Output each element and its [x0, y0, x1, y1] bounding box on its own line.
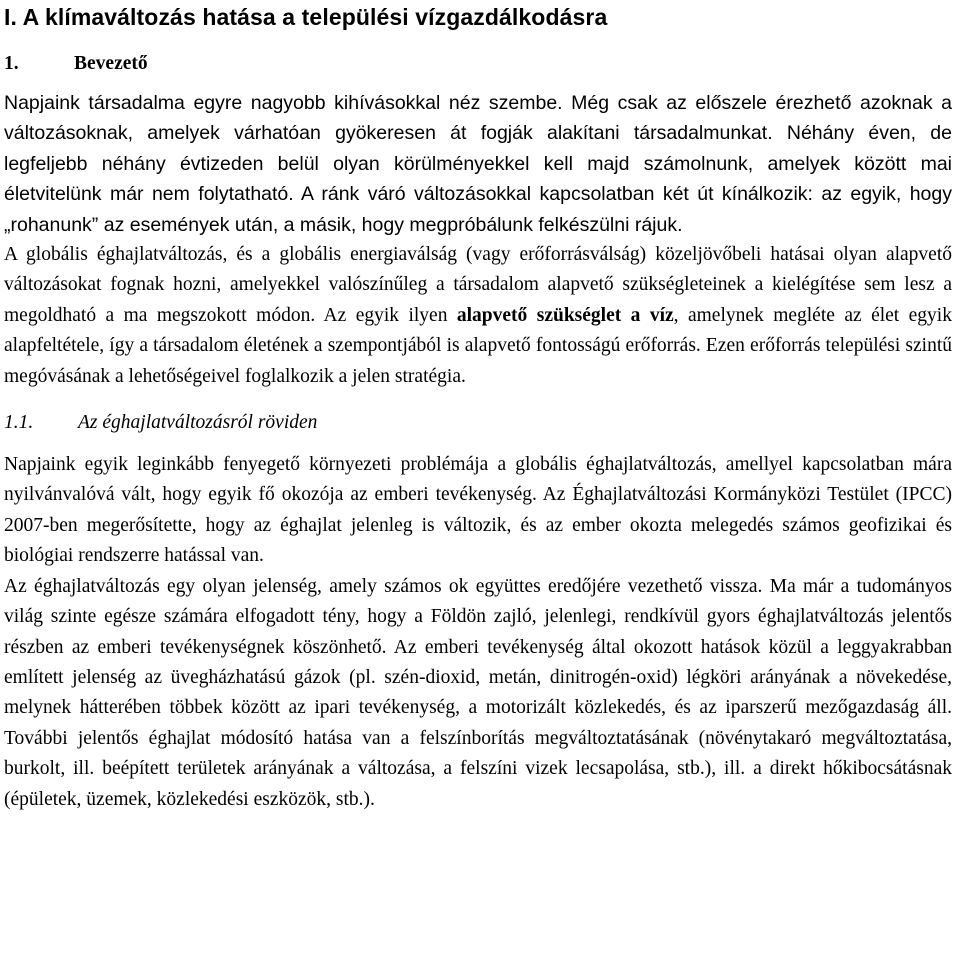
- intro-paragraph-2-start: A globális éghajlatváltozás, és a globális energiaválság (vagy erőforrásválság) közeljövőbeli hatásai olyan alapvető változásokat fognak hozni, amelyekkel valószínűleg a társadalom alapvető szükségleteinek a kielégítése sem lesz a megoldható a ma megszokott módon. Az egyik ilyen: [4, 244, 952, 326]
- section-title: Bevezető: [74, 53, 148, 74]
- climate-paragraph-1: Napjaink egyik leginkább fenyegető környezeti problémája a globális éghajlatváltozás, amellyel kapcsolatban mára nyilvánvalóvá vált, hogy egyik fő okozója az emberi tevékenység. Az Éghajlatváltozási Kormányközi Testület (IPCC) 2007-ben megerősítette, hogy az éghajlat jelenleg is változik, és az ember okozta melegedés számos geofizikai és biológiai rendszerre hatással van.: [4, 454, 952, 567]
- chapter-title: I. A klímaváltozás hatása a települési vízgazdálkodásra: [4, 4, 608, 30]
- intro-paragraph-2-end: , amelynek megléte az élet egyik alapfeltétele, így a társadalom életének a szempontjából is alapvető fontosságú erőforrás. Ezen erőforrás települési szintű megóvásának a lehetőségeivel foglalkozik a jelen stratégia.: [4, 304, 952, 387]
- climate-paragraph-2: Az éghajlatváltozás egy olyan jelenség, amely számos ok együttes eredőjére vezethető vissza. Ma már a tudományos világ szinte egésze számára elfogadott tény, hogy a Földön zajló, jelenlegi, rendkívül gyors éghajlatváltozás jelentős részben az emberi tevékenységnek köszönhető. Az emberi tevékenység által okozott hatások közül a leggyakrabban említett jelenség az üvegházhatású gázok (pl. szén-dioxid, metán, dinitrogén-oxid) légköri arányának a növekedése, melynek hátterében többek között az ipari tevékenység, a motorizált közlekedés, és az iparszerű mezőgazdaság áll. További jelentős éghajlat módosító hatása van a felszínborítás megváltoztatásának (növénytakaró megváltoztatása, burkolt, ill. beépített területek arányának a változása, a felszíni vizek lecsapolása, stb.), ill. a direkt hőkibocsátásnak (épületek, üzemek, közlekedési eszközök, stb.).: [4, 575, 952, 810]
- subsection-number: 1.1.: [4, 412, 34, 434]
- intro-paragraph-2: [4, 240, 952, 392]
- section-heading: [4, 50, 952, 78]
- subsection-title: Az éghajlatváltozásról röviden: [78, 412, 318, 434]
- intro-paragraph-1: Napjaink társadalma egyre nagyobb kihívásokkal néz szembe. Még csak az előszele érezhető azoknak a változásoknak, amelyek várhatóan gyökeresen át fogják alakítani társadalmunkat. Néhány éven, de legfeljebb néhány évtizeden belül olyan körülményekkel kell majd számolnunk, amelyek között mai életvitelünk már nem folytatható. A ránk váró változásokkal kapcsolatban két út kínálkozik: az egyik, hogy „rohanunk” az események után, a másik, hogy megpróbálunk felkészülni rájuk.: [4, 92, 952, 236]
- subsection-heading: [4, 408, 952, 438]
- emphasis-water-need: alapvető szükséglet a víz: [456, 304, 674, 326]
- section-number: 1.: [4, 53, 19, 74]
